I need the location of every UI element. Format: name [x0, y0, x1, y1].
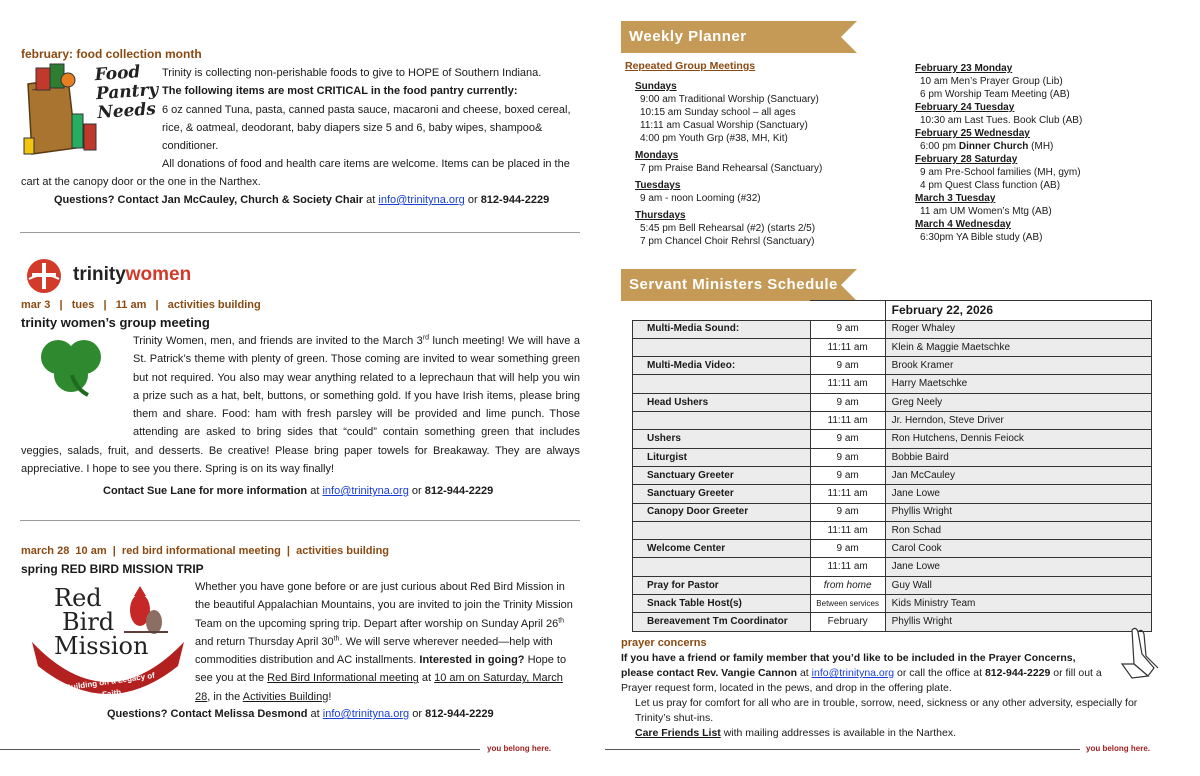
schedule-time: 11:11 am	[810, 485, 885, 503]
planner-day-heading: Thursdays	[635, 210, 686, 221]
prayer-body	[621, 651, 1106, 696]
schedule-role: Snack Table Host(s)	[633, 595, 811, 613]
schedule-time: 11:11 am	[810, 521, 885, 539]
planner-day-heading: February 23 Monday	[915, 63, 1013, 74]
schedule-time: February	[810, 613, 885, 631]
schedule-row	[633, 613, 1152, 631]
schedule-role: Multi-Media Video:	[633, 357, 811, 375]
schedule-time: 11:11 am	[810, 412, 885, 430]
food-contact-label: Questions? Contact Jan McCauley, Church & Society Chair	[54, 194, 364, 206]
schedule-role: Sanctuary Greeter	[633, 466, 811, 484]
planner-day-heading: Tuesdays	[635, 180, 681, 191]
women-body-part: lunch meeting! We will have a St. Patrick’s theme with plenty of green. Those coming are invited to wear something green but not required. You also may wear anything related to a leprechaun that will help you win a prize such as a hat, belt, buttons, or something gold. If you have Irish items, please bring them and share. Food: ham with fresh parsley will be provided and lime punch. Those attending are asked to bring sides that “could” contain something green that includes veggies, salads, fruit, and desserts. Be creative! Please bring paper towels for Breakaway. They are always appreciative. I hope to see you there. Spring is on its way finally!	[21, 335, 580, 476]
care-friends-line	[621, 726, 1181, 741]
prayer-request-text: If you have a friend or family member that you’d like to be included in the Prayer Concerns, please contact Rev. Vangie Cannon	[621, 652, 1076, 679]
schedule-role: Head Ushers	[633, 393, 811, 411]
planner-event	[635, 93, 895, 106]
footer-rule	[605, 749, 1080, 750]
planner-event-text: (MH)	[1028, 141, 1054, 152]
schedule-name: Jan McCauley	[885, 466, 1151, 484]
planner-event-text: 10:15 am Sunday school – all ages	[640, 107, 796, 118]
schedule-time: Between services	[810, 595, 885, 613]
women-meta: mar 3 | tues | 11 am | activities building	[21, 299, 261, 311]
women-title: trinity women’s group meeting	[21, 315, 210, 330]
superscript: th	[558, 616, 565, 624]
schedule-role	[633, 375, 811, 393]
prayer-comfort-text: Let us pray for comfort for all who are in trouble, sorrow, need, sickness or any other adversity, especially for Trinity’s shut-ins.	[635, 697, 1138, 724]
food-section-title: february: food collection month	[21, 47, 202, 61]
schedule-row	[633, 338, 1152, 356]
redbird-meeting-link[interactable]: Red Bird Informational meeting	[267, 672, 419, 685]
schedule-row	[633, 485, 1152, 503]
redbird-body-part: at	[418, 672, 435, 685]
prayer-phone: 812-944-2229	[984, 667, 1051, 679]
footer-left	[0, 743, 580, 757]
planner-event-highlight: Dinner Church	[958, 141, 1029, 152]
planner-event	[915, 140, 1185, 153]
schedule-role: Multi-Media Sound:	[633, 320, 811, 338]
schedule-time: from home	[810, 576, 885, 594]
schedule-role	[633, 521, 811, 539]
schedule-time: 9 am	[810, 430, 885, 448]
care-friends-tail: with mailing addresses is available in the Narthex.	[720, 727, 956, 739]
redbird-meta: march 28 10 am | red bird informational meeting | activities building	[21, 545, 390, 557]
planner-event	[915, 75, 1185, 88]
planner-event	[635, 222, 895, 235]
wordmark-trinity: trinity	[73, 264, 126, 285]
redbird-logo-tagline: Building on a Legacy of Faith	[64, 670, 156, 700]
food-items: 6 oz canned Tuna, pasta, canned pasta sauce, macaroni and cheese, boxed cereal, rice, & oatmeal, deodorant, baby diapers size 5 and 6, baby wipes, shampoo& conditioner.	[162, 103, 571, 153]
schedule-role: Pray for Pastor	[633, 576, 811, 594]
schedule-name: Ron Hutchens, Dennis Feiock	[885, 430, 1151, 448]
schedule-time: 9 am	[810, 320, 885, 338]
redbird-body-part: Hope to see you at the	[195, 654, 567, 685]
schedule-name: Guy Wall	[885, 576, 1151, 594]
header-blank	[810, 301, 885, 321]
schedule-row	[633, 393, 1152, 411]
planner-day-heading: March 4 Wednesday	[915, 219, 1011, 230]
redbird-body	[195, 578, 575, 706]
at-text: at	[310, 708, 320, 720]
schedule-time: 11:11 am	[810, 375, 885, 393]
planner-event	[635, 235, 895, 248]
planner-event-text: 9:00 am Traditional Worship (Sanctuary)	[640, 94, 819, 105]
schedule-date: February 22, 2026	[885, 301, 1151, 321]
schedule-row	[633, 412, 1152, 430]
schedule-time: 9 am	[810, 357, 885, 375]
schedule-row	[633, 430, 1152, 448]
redbird-date-link[interactable]: 10 am on Saturday, March 28	[195, 672, 563, 703]
schedule-row	[633, 320, 1152, 338]
food-critical: The following items are most CRITICAL in the food pantry currently:	[162, 85, 518, 98]
food-logo-text	[94, 62, 162, 123]
redbird-phone: 812-944-2229	[425, 708, 494, 720]
schedule-name: Carol Cook	[885, 540, 1151, 558]
planner-day-heading: March 3 Tuesday	[915, 193, 996, 204]
planner-day-heading: February 25 Wednesday	[915, 128, 1030, 139]
schedule-role: Liturgist	[633, 448, 811, 466]
schedule-row	[633, 466, 1152, 484]
planner-event-text: 10 am Men’s Prayer Group (Lib)	[920, 76, 1063, 87]
planner-event-text: 7 pm Chancel Choir Rehrsl (Sanctuary)	[640, 236, 815, 247]
planner-repeated-list	[635, 76, 895, 248]
footer-right	[605, 743, 1185, 757]
food-pantry-logo	[22, 62, 158, 158]
redbird-email-link[interactable]: info@trinityna.org	[322, 708, 410, 720]
planner-event-text: 6:30pm YA Bible study (AB)	[920, 232, 1043, 243]
planner-event	[635, 106, 895, 119]
schedule-name: Jane Lowe	[885, 485, 1151, 503]
activities-building-link[interactable]: Activities Building	[242, 690, 329, 703]
planner-event	[915, 179, 1185, 192]
planner-event-text: 11 am UM Women’s Mtg (AB)	[920, 206, 1052, 217]
planner-event	[915, 166, 1185, 179]
planner-day-heading: Mondays	[635, 150, 679, 161]
footer-tagline: you belong here.	[1086, 744, 1151, 753]
schedule-name: Phyllis Wright	[885, 613, 1151, 631]
servant-schedule-banner: Servant Ministers Schedule	[621, 269, 841, 301]
schedule-time: 9 am	[810, 393, 885, 411]
planner-event	[635, 132, 895, 145]
schedule-role	[633, 338, 811, 356]
red-bird-mission-logo	[28, 582, 188, 700]
redbird-body-part: !	[328, 690, 332, 703]
food-donations: All donations of food and health care items are welcome. Items can be placed in the cart at the canopy door or the one in the Narthex.	[21, 158, 570, 189]
redbird-body-part: Whether you have gone before or are just curious about Red Bird Mission in the beautiful Appalachian Mountains, you are invited to join the Trinity Mission Team on the upcoming spring trip. Depart after worship on Sunday April 26	[195, 581, 573, 630]
at-text: at	[799, 667, 809, 679]
schedule-role: Welcome Center	[633, 540, 811, 558]
schedule-time: 9 am	[810, 540, 885, 558]
superscript: th	[333, 635, 340, 643]
schedule-name: Jr. Herndon, Steve Driver	[885, 412, 1151, 430]
planner-event	[915, 231, 1185, 244]
women-email-link[interactable]: info@trinityna.org	[322, 485, 409, 497]
schedule-name: Ron Schad	[885, 521, 1151, 539]
prayer-tail-text: or fill out a Prayer request form, located in the pews, and drop in the offering plate.	[621, 667, 1102, 694]
planner-event-text: 10:30 am Last Tues. Book Club (AB)	[920, 115, 1083, 126]
prayer-section	[621, 636, 1181, 741]
trinity-cross-icon	[25, 257, 63, 295]
weekly-planner-banner: Weekly Planner	[621, 21, 841, 53]
food-logo-line: Needs	[96, 99, 157, 124]
schedule-row	[633, 448, 1152, 466]
schedule-row	[633, 521, 1152, 539]
schedule-name: Greg Neely	[885, 393, 1151, 411]
divider	[20, 520, 580, 521]
planner-event-text: 7 pm Praise Band Rehearsal (Sanctuary)	[640, 163, 823, 174]
praying-hands-icon	[1112, 624, 1166, 680]
redbird-contact	[107, 706, 577, 723]
women-contact-label: Contact Sue Lane for more information	[103, 485, 308, 497]
schedule-row	[633, 375, 1152, 393]
schedule-role	[633, 558, 811, 576]
redbird-logo-text	[54, 586, 148, 658]
schedule-row	[633, 357, 1152, 375]
schedule-role	[633, 412, 811, 430]
women-body-part: Trinity Women, men, and friends are invited to the March 3	[133, 335, 423, 347]
schedule-row	[633, 595, 1152, 613]
superscript: rd	[422, 334, 430, 342]
left-column	[20, 0, 582, 776]
planner-event	[915, 205, 1185, 218]
redbird-contact-label: Questions? Contact Melissa Desmond	[107, 708, 308, 720]
repeated-meetings-heading: Repeated Group Meetings	[625, 60, 756, 72]
planner-event-text: 6 pm Worship Team Meeting (AB)	[920, 89, 1070, 100]
servant-schedule-table	[632, 300, 1152, 632]
planner-event-text: 11:11 am Casual Worship (Sanctuary)	[640, 120, 808, 131]
planner-day-heading: February 28 Saturday	[915, 154, 1018, 165]
schedule-time: 11:11 am	[810, 558, 885, 576]
redbird-body-part: , in the	[207, 690, 243, 703]
planner-event-text: 6:00 pm	[920, 141, 959, 152]
food-body	[162, 64, 580, 155]
or-text: or	[467, 194, 478, 206]
prayer-email-link[interactable]: info@trinityna.org	[811, 667, 895, 679]
schedule-role: Bereavement Tm Coordinator	[633, 613, 811, 631]
planner-event-text: 9 am Pre-School families (MH, gym)	[920, 167, 1081, 178]
redbird-body-part: . We will serve wherever needed—help with commodities distribution and AC installments.	[195, 635, 553, 667]
schedule-name: Jane Lowe	[885, 558, 1151, 576]
food-intro: Trinity is collecting non-perishable foods to give to HOPE of Southern Indiana.	[162, 67, 542, 79]
redbird-logo-line: Red	[54, 584, 102, 612]
women-phone: 812-944-2229	[424, 485, 494, 497]
schedule-time: 9 am	[810, 503, 885, 521]
food-contact	[54, 192, 594, 209]
planner-event-text: 4 pm Quest Class function (AB)	[920, 180, 1061, 191]
shamrock-spacer	[21, 332, 133, 424]
schedule-row	[633, 540, 1152, 558]
schedule-role: Canopy Door Greeter	[633, 503, 811, 521]
planner-dated-list	[915, 62, 1185, 244]
women-contact	[103, 483, 583, 500]
planner-event-text: 9 am - noon Looming (#32)	[640, 193, 761, 204]
redbird-body-part: and return Thursday April 30	[195, 635, 334, 648]
redbird-logo-line: Bird	[62, 608, 115, 636]
header-blank	[633, 301, 811, 321]
planner-event-text: 4:00 pm Youth Grp (#38, MH, Kit)	[640, 133, 788, 144]
schedule-row	[633, 503, 1152, 521]
at-text: at	[310, 485, 320, 497]
planner-day-heading: Sundays	[635, 81, 677, 92]
schedule-name: Brook Kramer	[885, 357, 1151, 375]
food-logo-line: Food	[94, 62, 142, 86]
planner-event	[635, 192, 895, 205]
or-text: or	[412, 708, 423, 720]
food-email-link[interactable]: info@trinityna.org	[378, 194, 465, 206]
or-text: or	[411, 485, 422, 497]
care-friends-link[interactable]: Care Friends List	[635, 727, 721, 739]
schedule-name: Bobbie Baird	[885, 448, 1151, 466]
prayer-mid-text: or call the office at	[897, 667, 983, 679]
planner-event	[915, 114, 1185, 127]
trinity-women-wordmark	[73, 263, 191, 287]
trinity-women-logo	[25, 257, 215, 293]
planner-event	[915, 88, 1185, 101]
schedule-time: 11:11 am	[810, 338, 885, 356]
schedule-row	[633, 576, 1152, 594]
schedule-role: Ushers	[633, 430, 811, 448]
schedule-name: Phyllis Wright	[885, 503, 1151, 521]
schedule-name: Harry Maetschke	[885, 375, 1151, 393]
schedule-name: Klein & Maggie Maetschke	[885, 338, 1151, 356]
schedule-name: Roger Whaley	[885, 320, 1151, 338]
redbird-logo-line: Mission	[54, 632, 149, 660]
redbird-title: spring RED BIRD MISSION TRIP	[21, 562, 204, 576]
schedule-row	[633, 558, 1152, 576]
schedule-time: 9 am	[810, 466, 885, 484]
schedule-name: Kids Ministry Team	[885, 595, 1151, 613]
divider	[20, 232, 580, 233]
at-text: at	[366, 194, 376, 206]
redbird-interested: Interested in going?	[419, 654, 525, 667]
prayer-title: prayer concerns	[621, 637, 707, 649]
food-phone: 812-944-2229	[480, 194, 550, 206]
planner-event	[635, 162, 895, 175]
planner-day-heading: February 24 Tuesday	[915, 102, 1015, 113]
planner-event-text: 5:45 pm Bell Rehearsal (#2) (starts 2/5)	[640, 223, 816, 234]
planner-event	[635, 119, 895, 132]
schedule-time: 9 am	[810, 448, 885, 466]
women-body	[21, 332, 580, 478]
footer-tagline: you belong here.	[487, 744, 552, 753]
wordmark-women: women	[125, 264, 192, 285]
schedule-role: Sanctuary Greeter	[633, 485, 811, 503]
food-logo-line: Pantry	[95, 79, 159, 105]
footer-rule	[0, 749, 480, 750]
